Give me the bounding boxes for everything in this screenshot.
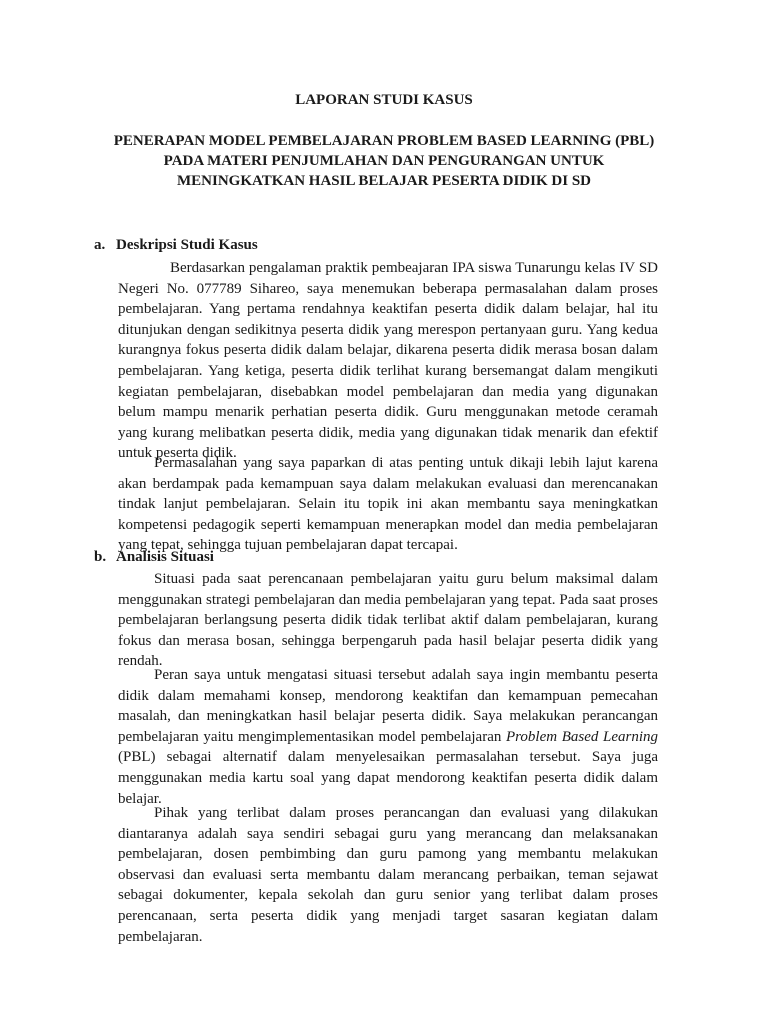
section-a-letter: a.: [94, 237, 106, 253]
section-b-paragraph-1: [118, 569, 658, 672]
document-subtitle: PENERAPAN MODEL PEMBELAJARAN PROBLEM BASED LEARNING (PBL) PADA MATERI PENJUMLAHAN DAN PENGURANGAN UNTUK MENINGKATKAN HASIL BELAJAR PESERTA DIDIK DI SD: [113, 133, 655, 189]
section-b-paragraph-2: [118, 665, 658, 809]
section-b-paragraph-2-after: (PBL) sebagai alternatif dalam menyelesaikan permasalahan tersebut. Saya juga menggunakan media kartu soal yang dapat mendorong keaktifan peserta didik dalam belajar.: [118, 749, 658, 807]
section-b-paragraph-2-before: Peran saya untuk mengatasi situasi tersebut adalah saya ingin membantu peserta didik dalam memahami konsep, mendorong keaktifan dan kemampuan pemecahan masalah, dan meningkatkan hasil belajar peserta didik. Saya melakukan perancangan pembelajaran yaitu mengimplementasikan model pembelajaran: [118, 667, 658, 745]
section-b-title: Analisis Situasi: [116, 549, 214, 565]
section-b-paragraph-3: [118, 803, 658, 947]
rest: Pihak yang terlibat dalam proses perancangan dan evaluasi yang dilakukan diantaranya adalah saya sendiri sebagai guru yang merancang dan melaksanakan pembelajaran, dosen pembimbing dan guru pamong yang membantu melakukan observasi dan evaluasi serta membantu dalam merancang perbaikan, teman sejawat sebagai dokumenter, kepala sekolah dan guru senior yang terlibat dalam proses perencanaan, serta peserta didik yang menjadi target sasaran kegiatan dalam pembelajaran.: [118, 805, 658, 945]
rest: Permasalahan yang saya paparkan di atas penting untuk dikaji lebih lajut karena akan berdampak pada kemampuan saya dalam melakukan evaluasi dan merencanakan tindak lanjut pembelajaran. Selain itu topik ini akan membantu saya meningkatkan kompetensi pedagogik seperti kemampuan menerapkan model dan media pembelajaran yang tepat, sehingga tujuan pembelajaran dapat tercapai.: [118, 455, 658, 554]
rest: Berdasarkan pengalaman praktik pembeajaran IPA siswa Tunarungu kelas IV SD Negeri No. 077789 Sihareo, saya menemukan beberapa permasalahan dalam proses pembelajaran. Yang pertama rendahnya keaktifan peserta didik dalam belajar, hal itu ditunjukan dengan sedikitnya peserta didik yang merespon pertanyaan guru. Yang kedua kurangnya fokus peserta didik dalam belajar, dikarena peserta didik merasa bosan dalam pembelajaran. Yang ketiga, peserta didik terlihat kurang bersemangat dalam mengikuti kegiatan pembelajaran, disebabkan model pembelajaran dan media yang digunakan belum mampu menarik perhatian peserta didik. Guru menggunakan metode ceramah yang kurang melibatkan peserta didik, media yang digunakan tidak menarik dan efektif untuk peserta didik.: [118, 260, 658, 462]
document-title: LAPORAN STUDI KASUS: [295, 92, 473, 108]
section-b-paragraph-2-italic: Problem Based Learning: [505, 728, 658, 745]
section-a-paragraph-1: [118, 258, 658, 464]
rest: Situasi pada saat perencanaan pembelajaran yaitu guru belum maksimal dalam menggunakan strategi pembelajaran dan media pembelajaran yang tepat. Pada saat proses pembelajaran berlangsung peserta didik tidak terlibat aktif dalam pembelajaran, kurang fokus dan merasa bosan, sehingga berpengaruh pada hasil belajar peserta didik yang rendah.: [118, 571, 658, 670]
section-a-title: Deskripsi Studi Kasus: [116, 237, 258, 253]
section-a-paragraph-2: [118, 453, 658, 556]
section-a-heading: [94, 235, 258, 255]
section-b-letter: b.: [94, 549, 107, 565]
section-b-heading: [94, 547, 214, 567]
